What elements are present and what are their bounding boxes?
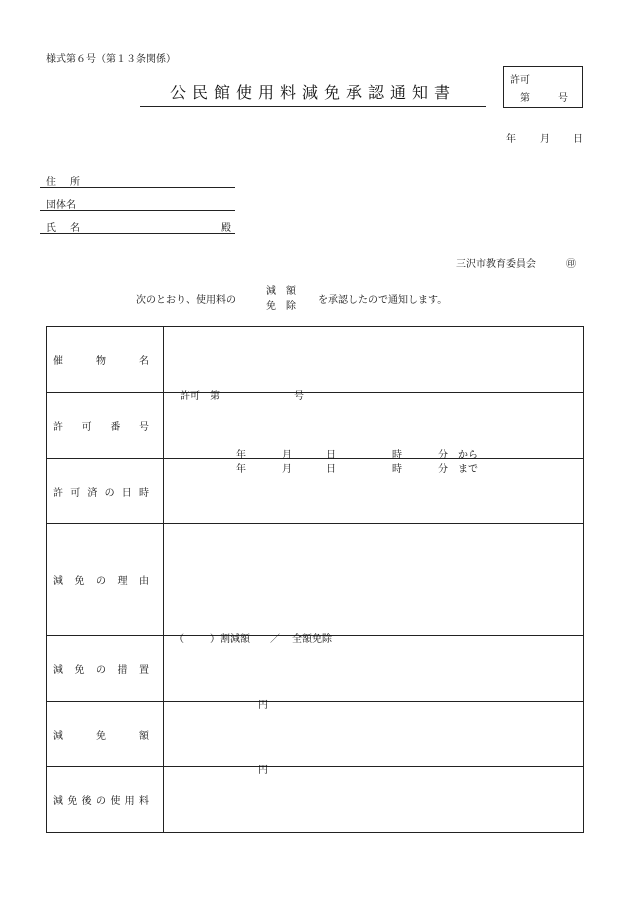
row-fee-after <box>47 767 584 833</box>
honorific: 殿 <box>221 223 231 234</box>
fee-after-yen: 円 <box>258 765 268 776</box>
notice-options <box>266 284 296 314</box>
permit-box-go: 号 <box>558 93 568 104</box>
organization-label: 団体名 <box>46 200 76 211</box>
date-month: 月 <box>540 134 550 145</box>
amount-yen: 円 <box>258 700 268 711</box>
start-hour-unit: 時 <box>392 450 402 461</box>
event-name-label: 催物名 <box>53 356 149 367</box>
end-month-unit: 月 <box>282 464 292 475</box>
start-day-unit: 日 <box>326 450 336 461</box>
from-text: から <box>458 450 478 461</box>
notice-text-after: を承認したので通知します。 <box>318 295 448 306</box>
permitted-datetime-label: 許可済の日時 <box>53 487 149 499</box>
title-underline <box>140 106 486 107</box>
seal-mark: ㊞ <box>566 259 576 270</box>
amount-label-cell <box>47 702 164 767</box>
permit-number-label-cell <box>47 393 164 459</box>
row-measure <box>47 636 584 702</box>
address-field[interactable] <box>40 173 235 188</box>
name-label-1: 氏 <box>46 223 56 234</box>
measure-label-cell <box>47 636 164 702</box>
permit-box-label: 許可 <box>510 75 530 86</box>
reason-label-cell <box>47 524 164 636</box>
row-amount <box>47 702 584 767</box>
reason-input[interactable] <box>164 524 584 636</box>
measure-input[interactable] <box>164 636 584 702</box>
permit-number-label: 許可番号 <box>53 422 149 433</box>
measure-slash: ／ <box>270 634 280 645</box>
permit-number-box <box>503 66 583 108</box>
permit-number-prefix: 許可 第 <box>180 391 220 402</box>
option-reduction: 減 額 <box>266 286 296 297</box>
date-day: 日 <box>573 134 583 145</box>
row-reason <box>47 524 584 636</box>
row-event-name <box>47 327 584 393</box>
permit-number-suffix: 号 <box>294 391 304 402</box>
amount-label: 減免額 <box>53 730 149 742</box>
document-title: 公民館使用料減免承認通知書 <box>169 83 456 102</box>
fee-after-input[interactable] <box>164 767 584 833</box>
end-hour-unit: 時 <box>392 464 402 475</box>
organization-field[interactable] <box>40 196 235 211</box>
permit-number-input[interactable] <box>164 393 584 459</box>
end-minute-unit: 分 <box>438 464 448 475</box>
permitted-datetime-label-cell <box>47 459 164 524</box>
approval-table <box>46 326 584 833</box>
name-field[interactable] <box>40 219 235 234</box>
form-number: 様式第６号（第１３条関係） <box>46 54 176 65</box>
event-name-input[interactable] <box>164 327 584 393</box>
name-label-2: 名 <box>70 223 80 234</box>
date-year: 年 <box>506 134 516 145</box>
start-minute-unit: 分 <box>438 450 448 461</box>
fee-after-label-cell <box>47 767 164 833</box>
address-label-1: 住 <box>46 177 56 188</box>
end-year-unit: 年 <box>236 464 246 475</box>
measure-label: 減免の措置 <box>53 665 149 676</box>
issuer: 三沢市教育委員会 <box>456 259 536 270</box>
end-day-unit: 日 <box>326 464 336 475</box>
full-exemption-text: 全額免除 <box>292 634 332 645</box>
notice-text-before: 次のとおり、使用料の <box>136 295 236 306</box>
address-label-2: 所 <box>70 177 80 188</box>
event-name-label-cell <box>47 327 164 393</box>
amount-input[interactable] <box>164 702 584 767</box>
option-exemption: 免 除 <box>266 301 296 312</box>
start-year-unit: 年 <box>236 450 246 461</box>
percent-reduction-text: ）割減額 <box>210 634 250 645</box>
permit-box-dai: 第 <box>520 93 530 104</box>
until-text: まで <box>458 464 478 475</box>
permitted-datetime-input[interactable] <box>164 450 584 524</box>
fee-after-label: 減免後の使用料 <box>53 796 149 807</box>
reason-label: 減免の理由 <box>53 576 149 587</box>
percent-open-paren: （ <box>174 634 184 645</box>
start-month-unit: 月 <box>282 450 292 461</box>
row-permitted-datetime <box>47 459 584 524</box>
row-permit-number <box>47 393 584 459</box>
